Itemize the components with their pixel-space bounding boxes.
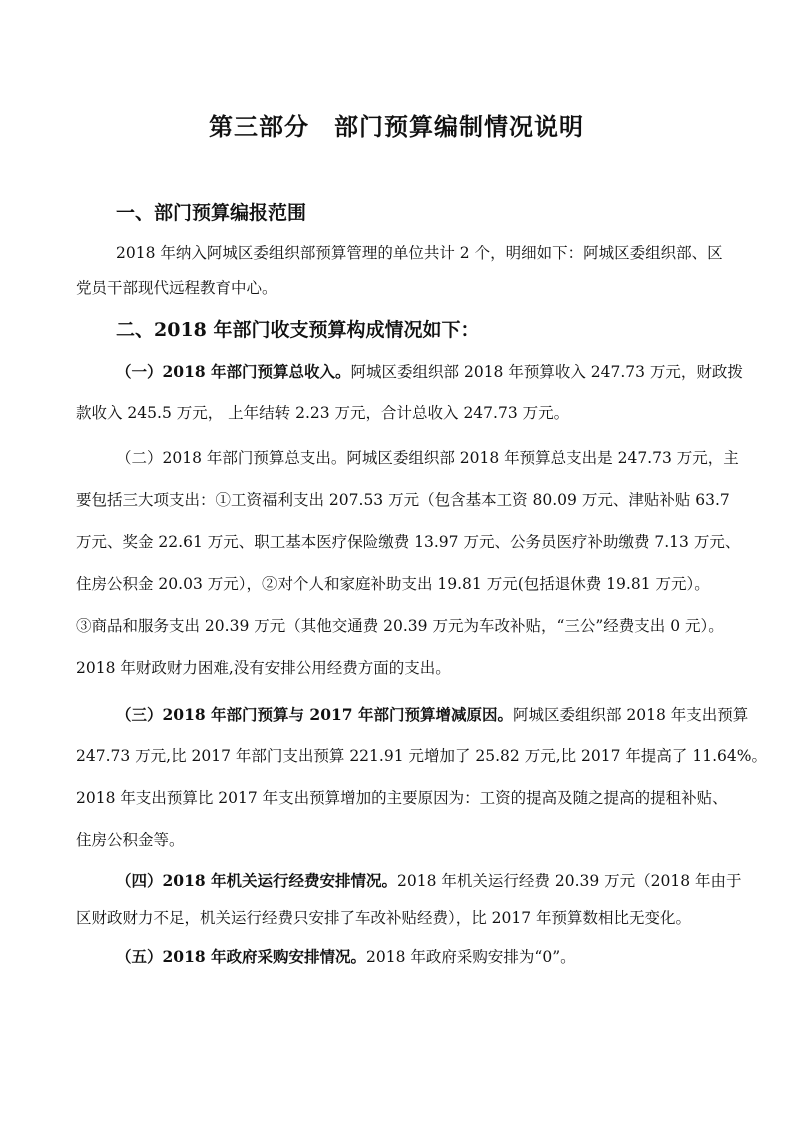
- paragraph-line: [116, 360, 743, 382]
- paragraph-text: 阿城区委组织部 2018 年支出预算: [512, 706, 749, 724]
- section-heading-budget: 二、2018 年部门收支预算构成情况如下：: [116, 319, 480, 341]
- paragraph-line: ③商品和服务支出 20.39 万元（其他交通费 20.39 万元为车改补贴，“三公”经费支出 0 元）。: [76, 617, 724, 635]
- paragraph-line: 住房公积金 20.03 万元），②对个人和家庭补助支出 19.81 万元(包括退休费 19.81 万元）。: [76, 575, 710, 593]
- section-heading-scope: 一、部门预算编报范围: [116, 202, 307, 224]
- paragraph-line: 2018 年财政财力困难,没有安排公用经费方面的支出。: [76, 659, 451, 677]
- item-lead-revenue: （一）2018 年部门预算总收入。: [116, 362, 351, 381]
- item-lead-change: （三）2018 年部门预算与 2017 年部门预算增减原因。: [116, 705, 513, 724]
- item-lead-operating: （四）2018 年机关运行经费安排情况。: [116, 871, 398, 890]
- paragraph-text: 2018 年政府采购安排为“0”。: [366, 948, 576, 966]
- paragraph-line: [116, 945, 576, 967]
- page-title: 第三部分 部门预算编制情况说明: [209, 112, 584, 141]
- paragraph-line: [116, 869, 742, 891]
- paragraph-line: 住房公积金等。: [76, 831, 185, 849]
- paragraph-line: 区财政财力不足，机关运行经费只安排了车改补贴经费），比 2017 年预算数相比无变化。: [76, 909, 692, 927]
- paragraph-line: 2018 年支出预算比 2017 年支出预算增加的主要原因为：工资的提高及随之提高的提租补贴、: [76, 789, 728, 807]
- paragraph-line: 要包括三大项支出：①工资福利支出 207.53 万元（包含基本工资 80.09 万元、津贴补贴 63.7: [76, 491, 730, 509]
- paragraph-text: 阿城区委组织部 2018 年预算收入 247.73 万元，财政拨: [350, 363, 743, 381]
- paragraph-line: [116, 703, 748, 725]
- paragraph-line: 万元、奖金 22.61 万元、职工基本医疗保险缴费 13.97 万元、公务员医疗补助缴费 7.13 万元、: [76, 533, 741, 551]
- paragraph-text: 2018 年机关运行经费 20.39 万元（2018 年由于: [397, 872, 742, 890]
- paragraph-line: 款收入 245.5 万元， 上年结转 2.23 万元，合计总收入 247.73 万元。: [76, 404, 570, 422]
- paragraph-line: （二）2018 年部门预算总支出。阿城区委组织部 2018 年预算总支出是 247.73 万元，主: [116, 449, 739, 467]
- paragraph-line: 2018 年纳入阿城区委组织部预算管理的单位共计 2 个，明细如下：阿城区委组织部、区: [116, 244, 723, 262]
- paragraph-line: 247.73 万元,比 2017 年部门支出预算 221.91 元增加了 25.82 万元,比 2017 年提高了 11.64%。: [76, 747, 767, 765]
- item-lead-procurement: （五）2018 年政府采购安排情况。: [116, 947, 367, 966]
- paragraph-line: 党员干部现代远程教育中心。: [76, 279, 278, 297]
